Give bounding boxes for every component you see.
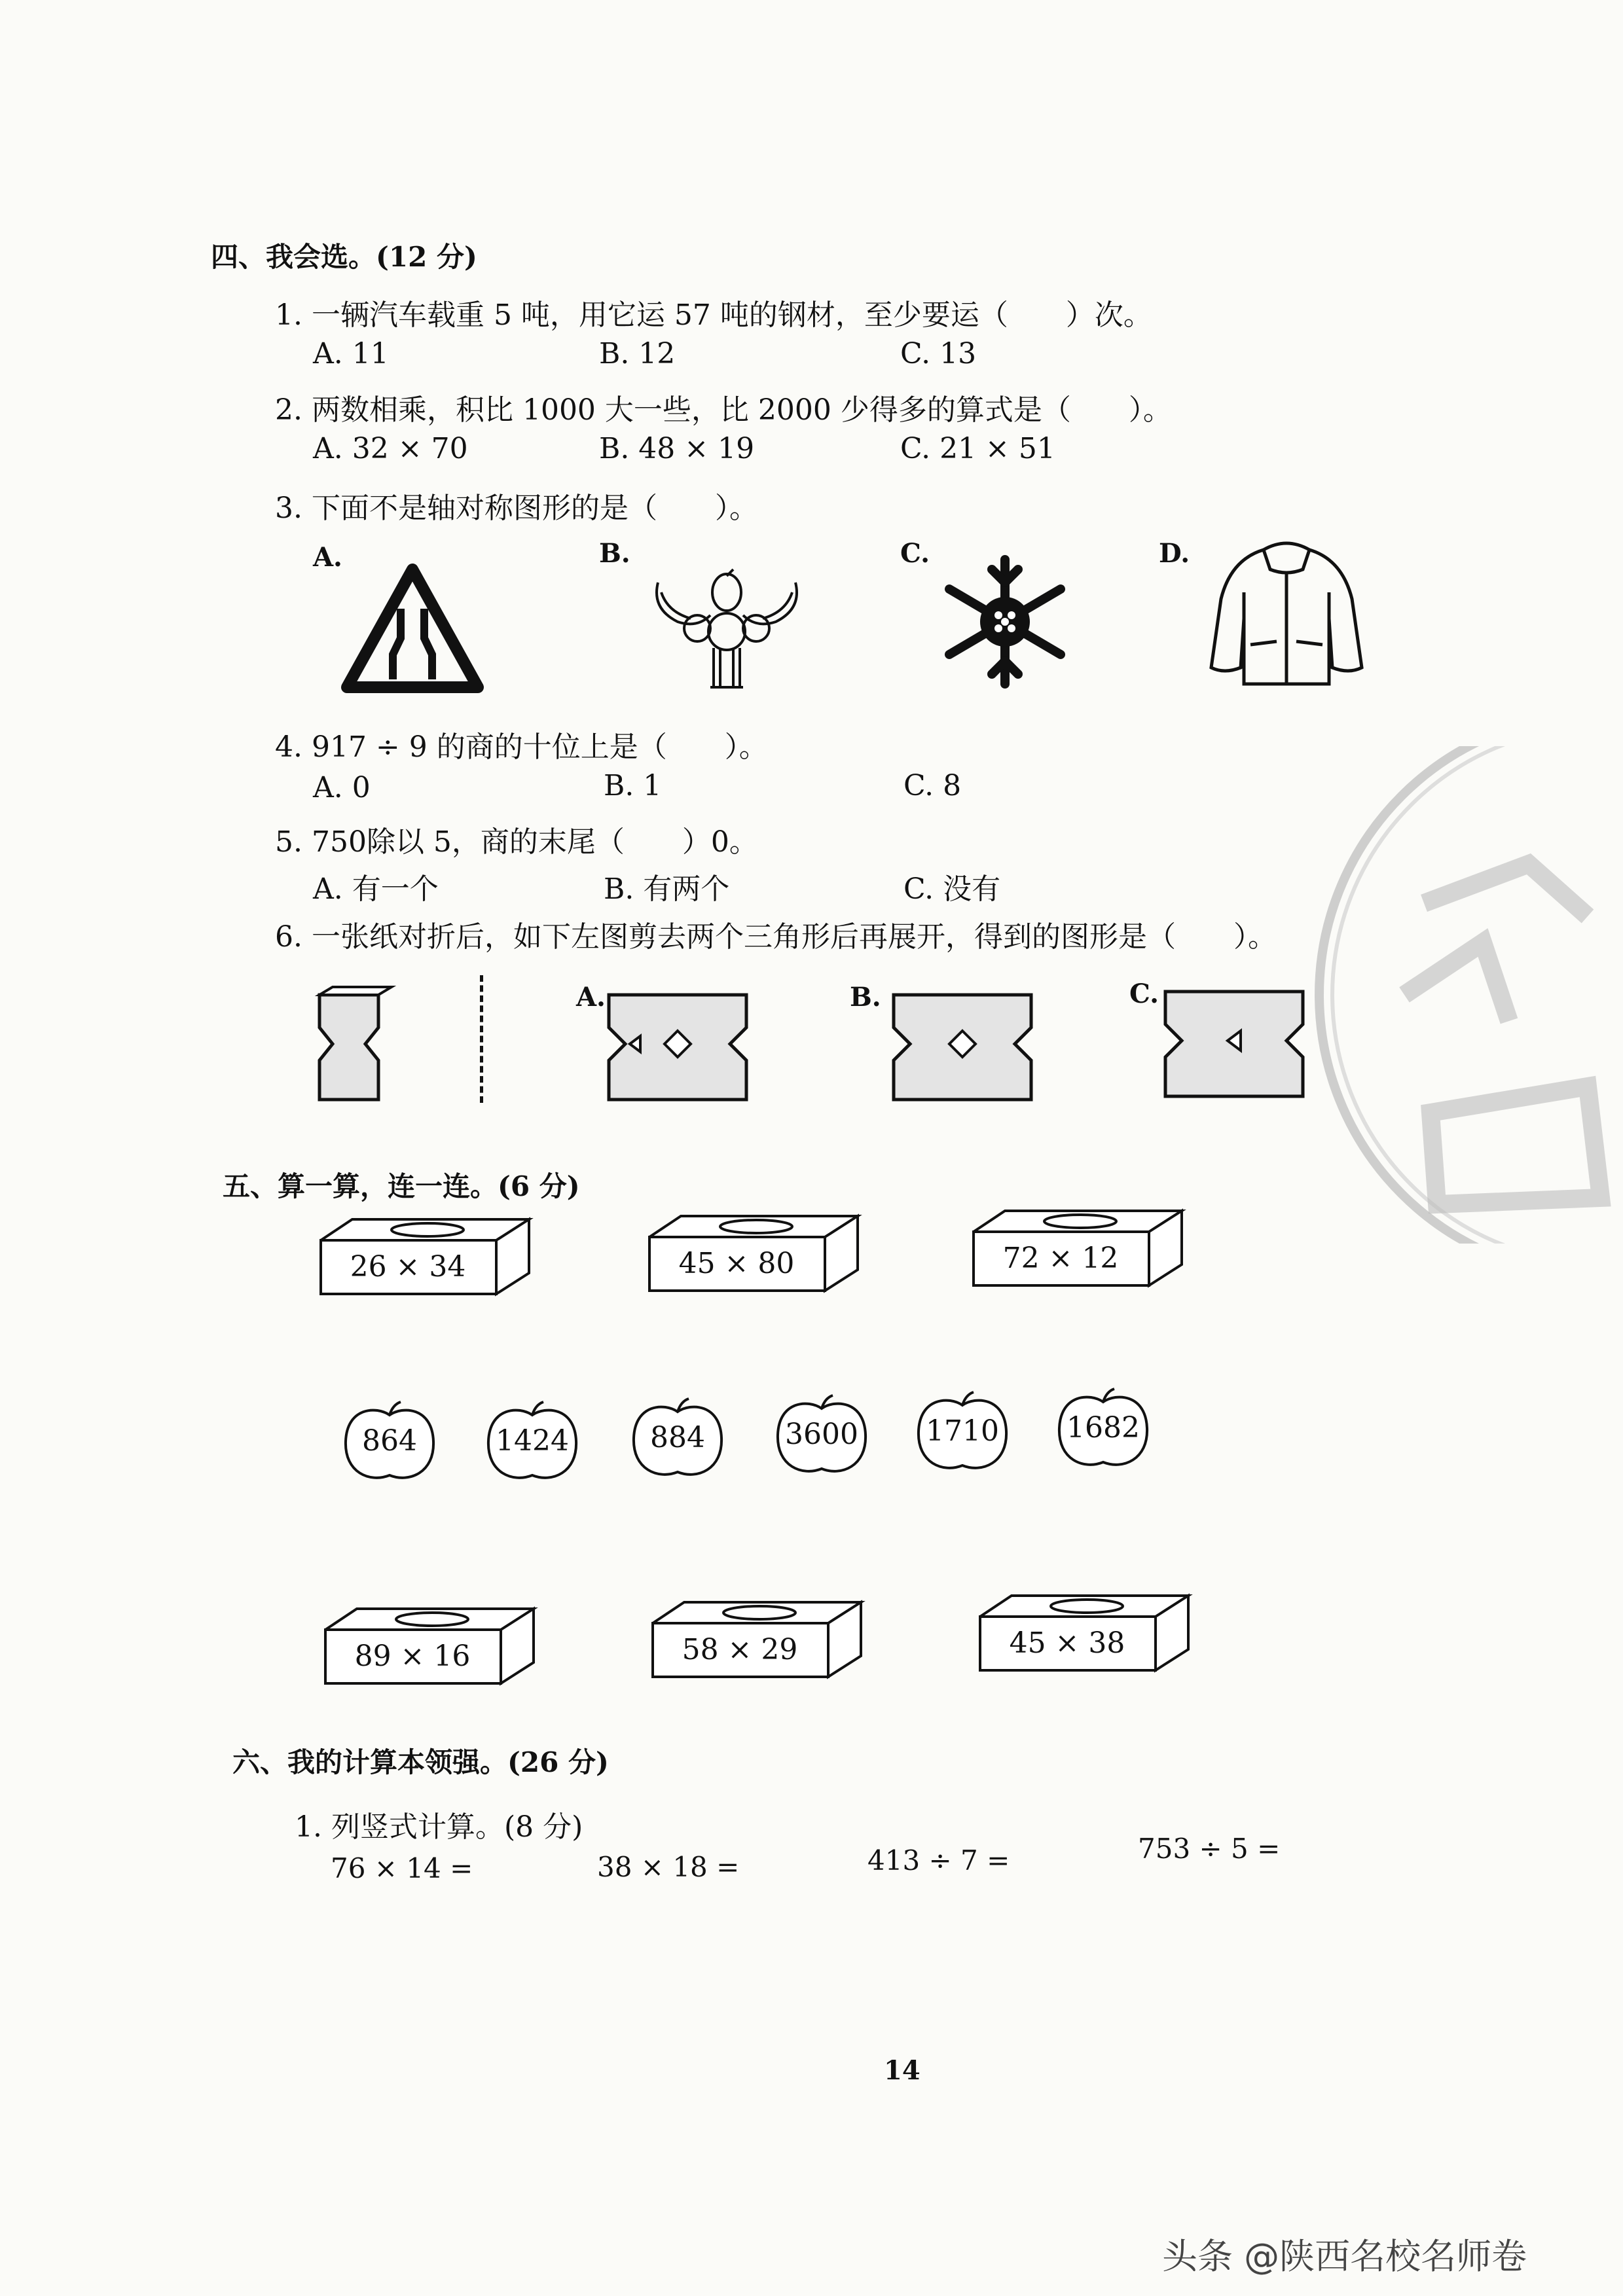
apple-6 [1054, 1388, 1152, 1473]
q6-label-c: C. [1129, 978, 1159, 1009]
box-4-text: 89 × 16 [354, 1640, 471, 1673]
calc-1: 76 × 14 = [331, 1852, 473, 1884]
dashed-divider [480, 975, 483, 1103]
calc-box-6 [979, 1590, 1195, 1676]
jacket-image [1205, 533, 1368, 691]
calc-2: 38 × 18 = [597, 1851, 740, 1883]
section-6-heading: 六、我的计算本领强。(26 分) [232, 1746, 609, 1778]
apple-3 [629, 1397, 727, 1482]
apple-6-value: 1682 [1067, 1411, 1140, 1444]
calc-4: 753 ÷ 5 = [1138, 1833, 1281, 1865]
apple-4 [773, 1394, 871, 1479]
q3-label-d: D. [1159, 538, 1190, 569]
q3-label-b: B. [599, 538, 630, 569]
box-5-text: 58 × 29 [682, 1633, 798, 1666]
q5-option-c: C. 没有 [903, 872, 1001, 906]
q2-option-b: B. 48 × 19 [599, 432, 755, 465]
q1-option-b: B. 12 [599, 337, 676, 370]
question-2: 2. 两数相乘，积比 1000 大一些，比 2000 少得多的算式是（ ）。 [275, 393, 1172, 427]
box-1-text: 26 × 34 [350, 1250, 466, 1283]
apple-1-value: 864 [362, 1424, 417, 1458]
q1-option-c: C. 13 [900, 337, 977, 370]
calc-box-3 [972, 1206, 1188, 1291]
q5-option-a: A. 有一个 [313, 872, 439, 906]
q6-option-c-shape [1159, 985, 1309, 1103]
apple-2 [483, 1401, 581, 1486]
box-6-text: 45 × 38 [1009, 1626, 1125, 1660]
apple-2-value: 1424 [496, 1424, 569, 1458]
apple-5 [913, 1391, 1012, 1476]
q6-option-a-shape [602, 988, 753, 1106]
calc-box-1 [319, 1214, 536, 1299]
page-number: 14 [884, 2055, 921, 2086]
q4-option-b: B. 1 [604, 769, 662, 802]
q4-option-a: A. 0 [313, 771, 371, 804]
apple-4-value: 3600 [785, 1418, 858, 1451]
calc-box-5 [651, 1597, 867, 1682]
calc-3: 413 ÷ 7 = [867, 1844, 1010, 1876]
q2-option-c: C. 21 × 51 [900, 432, 1055, 465]
apple-3-value: 884 [650, 1421, 705, 1454]
apple-5-value: 1710 [926, 1414, 999, 1448]
calc-box-2 [648, 1211, 864, 1296]
section-6-sub1: 1. 列竖式计算。(8 分) [295, 1810, 583, 1844]
q6-label-b: B. [850, 982, 881, 1013]
q4-option-c: C. 8 [903, 769, 962, 802]
section-4-heading: 四、我会选。(12 分) [211, 241, 477, 273]
question-1: 1. 一辆汽车载重 5 吨，用它运 57 吨的钢材，至少要运（ ）次。 [275, 298, 1152, 332]
folded-paper-image [313, 982, 405, 1106]
question-6: 6. 一张纸对折后，如下左图剪去两个三角形后再展开，得到的图形是（ ）。 [275, 920, 1277, 954]
section-5-heading: 五、算一算，连一连。(6 分) [223, 1170, 580, 1202]
stamp-mark [1313, 746, 1623, 1244]
q6-option-b-shape [887, 988, 1038, 1106]
box-3-text: 72 × 12 [1002, 1242, 1119, 1275]
question-4: 4. 917 ÷ 9 的商的十位上是（ ）。 [275, 730, 768, 764]
q5-option-b: B. 有两个 [604, 872, 730, 906]
question-5: 5. 750除以 5，商的末尾（ ）0。 [275, 825, 758, 859]
q1-option-a: A. 11 [313, 337, 389, 370]
q6-label-a: A. [576, 982, 606, 1013]
bird-image [638, 556, 815, 694]
q3-label-a: A. [313, 542, 342, 573]
question-3: 3. 下面不是轴对称图形的是（ ）。 [275, 492, 758, 525]
q3-label-c: C. [900, 538, 930, 569]
snowflake-image [936, 550, 1074, 694]
apple-1 [340, 1401, 439, 1486]
calc-box-4 [324, 1604, 540, 1689]
road-sign-image [340, 563, 484, 694]
watermark-text: 头条 @陕西名校名师卷 [1162, 2236, 1527, 2277]
q2-option-a: A. 32 × 70 [313, 432, 468, 465]
box-2-text: 45 × 80 [678, 1247, 795, 1280]
